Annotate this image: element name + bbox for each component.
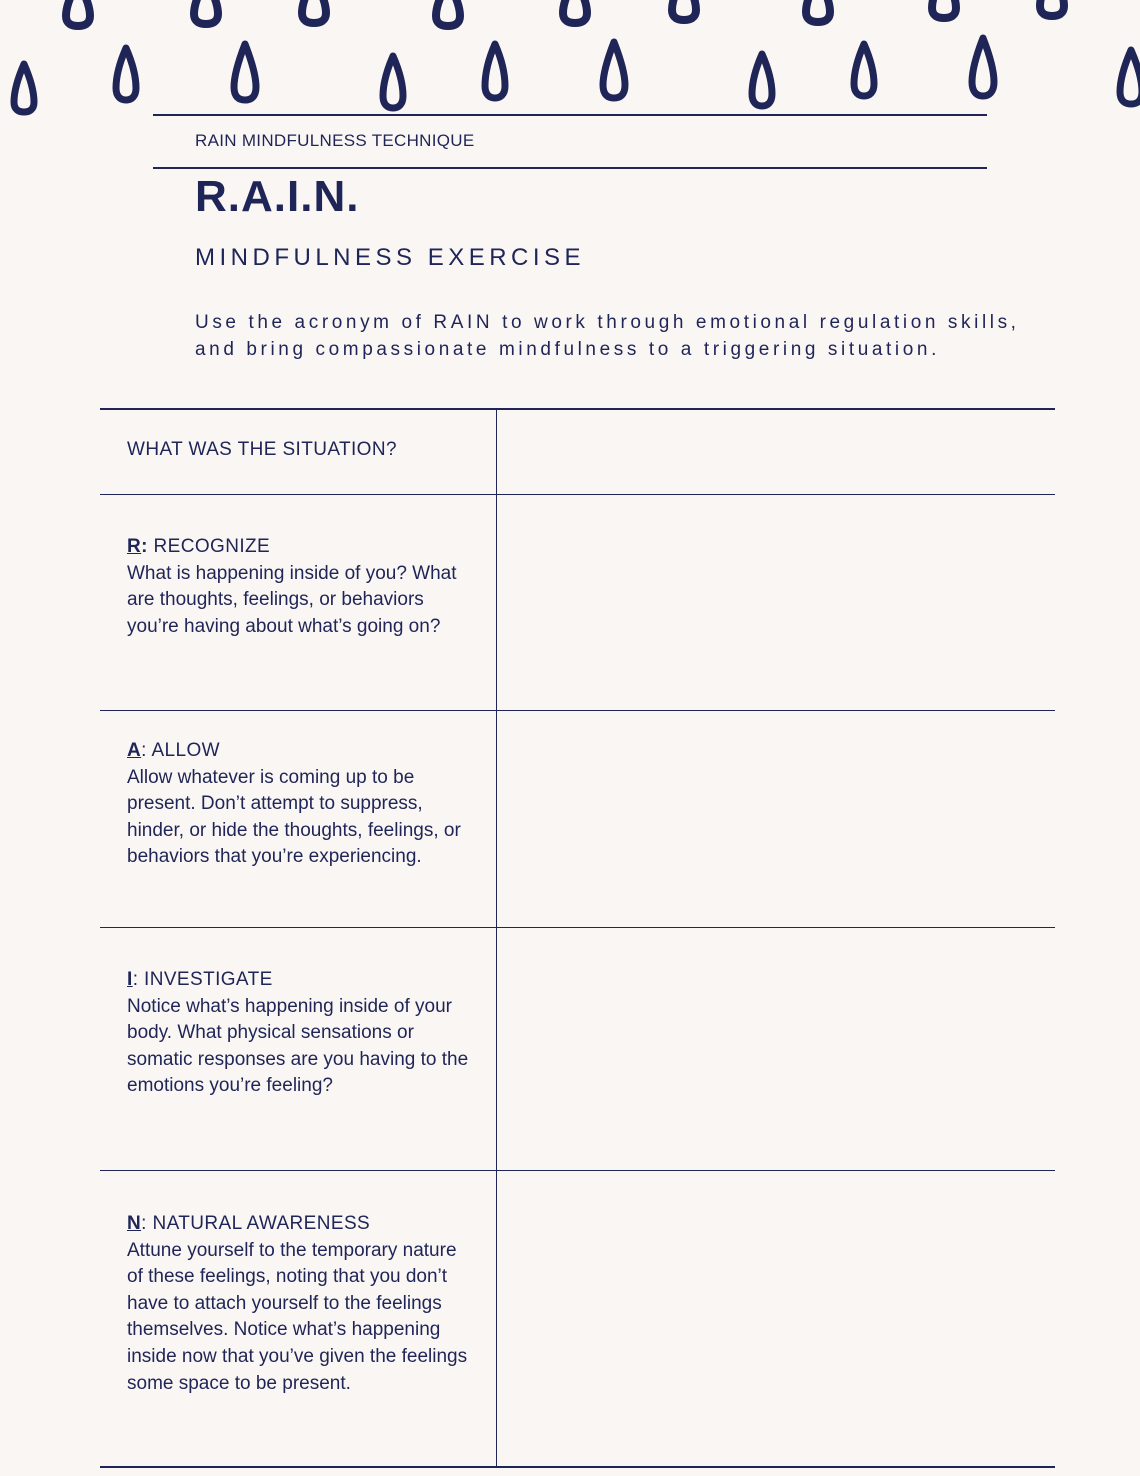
answer-allow[interactable] bbox=[498, 712, 1055, 926]
prompt-separator: : bbox=[141, 1213, 147, 1234]
raindrop-icon bbox=[966, 34, 1000, 100]
prompt-heading bbox=[127, 1211, 477, 1238]
prompt-body: Notice what’s happening inside of your body. What physical sensations or somatic responses are you having to the emotions you’re feeling? bbox=[127, 995, 469, 1097]
raindrop-icon bbox=[479, 40, 511, 102]
raindrop-icon bbox=[188, 0, 224, 28]
prompt-body: What is happening inside of you? What are thoughts, feelings, or behaviors you’re having about what’s going on? bbox=[127, 562, 457, 637]
prompt-investigate bbox=[127, 967, 477, 1100]
answer-natural-awareness[interactable] bbox=[498, 1172, 1055, 1465]
raindrop-icon bbox=[666, 0, 702, 24]
raindrop-icon bbox=[1114, 46, 1140, 108]
raindrop-icon bbox=[8, 60, 40, 116]
prompt-heading bbox=[127, 437, 477, 464]
answer-investigate[interactable] bbox=[498, 929, 1055, 1169]
raindrop-icon bbox=[60, 0, 96, 30]
intro-paragraph: Use the acronym of RAIN to work through emotional regulation skills, and bring compassionate mindfulness to a triggering situation. bbox=[195, 312, 1020, 360]
prompt-separator: : bbox=[141, 536, 148, 557]
raindrop-icon bbox=[228, 40, 262, 104]
raindrop-icon bbox=[926, 0, 962, 22]
prompt-situation bbox=[127, 437, 477, 464]
table-bottom-border bbox=[100, 1466, 1055, 1468]
raindrop-icon bbox=[110, 44, 142, 104]
prompt-heading bbox=[127, 534, 477, 561]
raindrop-icon bbox=[597, 38, 631, 102]
prompt-separator: : bbox=[141, 740, 147, 761]
prompt-allow bbox=[127, 738, 477, 871]
raindrop-icon bbox=[557, 0, 593, 27]
prompt-heading-text: INVESTIGATE bbox=[138, 969, 273, 990]
section-label: RAIN MINDFULNESS TECHNIQUE bbox=[195, 131, 475, 150]
prompt-body: Allow whatever is coming up to be present. Don’t attempt to suppress, hinder, or hide the thoughts, feelings, or behaviors that you’re experiencing. bbox=[127, 766, 461, 868]
prompt-heading-text: NATURAL AWARENESS bbox=[146, 1213, 371, 1234]
prompt-heading-text: RECOGNIZE bbox=[147, 536, 271, 557]
raindrop-icon bbox=[296, 0, 332, 27]
prompt-letter: A bbox=[127, 740, 142, 761]
row-divider bbox=[100, 1170, 1055, 1171]
prompt-heading bbox=[127, 967, 477, 994]
prompt-letter: N bbox=[127, 1213, 142, 1234]
prompt-heading bbox=[127, 738, 477, 765]
row-divider bbox=[100, 927, 1055, 928]
prompt-heading-text: WHAT WAS THE SITUATION? bbox=[127, 439, 397, 460]
answer-situation[interactable] bbox=[498, 410, 1055, 493]
raindrop-icon bbox=[848, 40, 880, 100]
row-divider bbox=[100, 494, 1055, 495]
prompt-heading-text: ALLOW bbox=[146, 740, 220, 761]
column-divider bbox=[496, 408, 497, 1468]
row-divider bbox=[100, 710, 1055, 711]
raindrop-icon bbox=[1034, 0, 1070, 20]
page-subtitle: MINDFULNESS EXERCISE bbox=[195, 244, 586, 271]
header-top-rule bbox=[153, 114, 987, 116]
raindrop-icon bbox=[800, 0, 836, 26]
raindrop-icon bbox=[746, 50, 778, 110]
prompt-letter: R bbox=[127, 536, 142, 557]
prompt-body: Attune yourself to the temporary nature of these feelings, noting that you don’t have to attach yourself to the feelings themselves. Notice what’s happening inside now that you’ve given the feelings some space to be present. bbox=[127, 1239, 468, 1394]
raindrop-icon bbox=[430, 0, 466, 30]
page-title: R.A.I.N. bbox=[195, 172, 360, 221]
header-bottom-rule bbox=[153, 167, 987, 169]
prompt-letter: I bbox=[127, 969, 133, 990]
prompt-natural-awareness bbox=[127, 1211, 477, 1397]
raindrop-icon bbox=[377, 52, 409, 112]
raindrop-pattern bbox=[0, 0, 1140, 120]
prompt-separator: : bbox=[132, 969, 139, 990]
answer-recognize[interactable] bbox=[498, 496, 1055, 709]
worksheet-table bbox=[100, 408, 1055, 1468]
prompt-recognize bbox=[127, 534, 477, 640]
